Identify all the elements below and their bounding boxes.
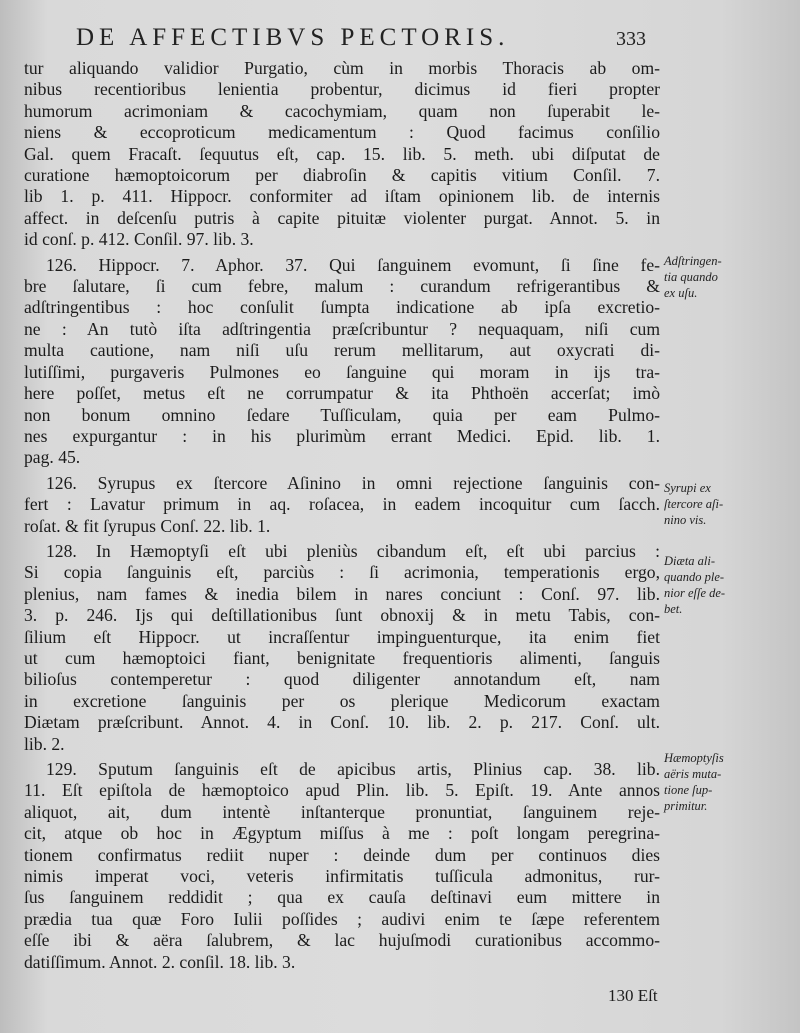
margin-note-line: nino vis. (664, 513, 707, 527)
text-line: 11. Eſt epiſtola de hæmoptoico apud Plin. lib. 5. Epiſt. 19. Ante annos (24, 780, 660, 801)
margin-note-line: Adſtringen- (664, 254, 722, 268)
text-line: ne : An tutò iſta adſtringentia præſcribuntur ? nequaquam, niſi cum (24, 318, 660, 339)
margin-note-line: aëris muta- (664, 767, 722, 781)
margin-note-line: Hæmoptyſis (664, 751, 724, 765)
text-line: lib 1. p. 411. Hippocr. conformiter ad iſtam opinionem lib. de internis (24, 186, 660, 207)
text-line: eſſe ibi & aëra ſalubrem, & lac hujuſmodi curationibus accommo- (24, 930, 660, 951)
text-line: fert : Lavatur primum in aq. roſacea, in eadem incoquitur cum ſacch. (24, 494, 660, 515)
text-line: nes expurgantur : in his plurimùm errant Medici. Epid. lib. 1. (24, 425, 660, 446)
text-line: aliquot, ait, dum intentè inſtanterque pronuntiat, ſanguinem reje- (24, 801, 660, 822)
text-line: curatione hæmoptoicorum per diabroſin & capitis vitium Conſil. 7. (24, 165, 660, 186)
text-line: ſilium eſt Hippocr. ut incraſſentur impinguenturque, ita enim fiet (24, 626, 660, 647)
margin-note-line: Diæta ali- (664, 554, 716, 568)
text-line: multa cautione, nam niſi uſu rerum mellitarum, aut oxycrati di- (24, 340, 660, 361)
margin-note-line: quando ple- (664, 570, 725, 584)
margin-note-line: Syrupi ex (664, 481, 711, 495)
text-line: Diætam præſcribunt. Annot. 4. in Conſ. 10. lib. 2. p. 217. Conſ. ult. (24, 712, 660, 733)
text-line: plenius, nam fames & inedia bilem in nares conciunt : Conſ. 97. lib. (24, 583, 660, 604)
body-text (24, 58, 660, 973)
text-line: niens & eccoproticum medicamentum : Quod facimus conſilio (24, 122, 660, 143)
text-line: 126. Hippocr. 7. Aphor. 37. Qui ſanguinem evomunt, ſi ſine fe- (46, 254, 660, 275)
text-line: bre ſalutare, ſi cum febre, malum : curandum refrigerantibus & (24, 276, 660, 297)
text-line: nimis imperat voci, veteris infirmitatis tuſſicula admonitus, rur- (24, 866, 660, 887)
margin-note (664, 750, 782, 814)
text-line: tur aliquando validior Purgatio, cùm in morbis Thoracis ab om- (24, 58, 660, 78)
text-line: 126. Syrupus ex ſtercore Aſinino in omni rejectione ſanguinis con- (46, 472, 660, 493)
page-number: 333 (616, 28, 646, 50)
text-line: affect. in deſcenſu putris à capite pituitæ violenter purgat. Annot. 5. in (24, 207, 660, 228)
margin-note-line: tione ſup- (664, 783, 713, 797)
text-line: here poſſet, metus eſt ne corrumpatur & ita Phthoën accerſat; imò (24, 383, 660, 404)
text-line: roſat. & fit ſyrupus Conſ. 22. lib. 1. (24, 515, 271, 536)
text-line: ut cum hæmoptoici fiant, benignitate frequentioris alimenti, ſanguis (24, 647, 660, 668)
text-line: cit, atque ob hoc in Ægyptum miſſus à me : poſt longam peregrina- (24, 823, 660, 844)
margin-note-line: ſtercore aſi- (664, 497, 724, 511)
text-line: tionem confirmatus rediit nuper : deinde dum per continuos dies (24, 844, 660, 865)
text-line: id conſ. p. 412. Conſil. 97. lib. 3. (24, 229, 254, 250)
text-line: adſtringentibus : hoc conſulit ſumpta indicatione ab ipſa excretio- (24, 297, 660, 318)
margin-note-line: bet. (664, 602, 683, 616)
text-line: non bonum omnino ſedare Tuſſiculam, quia per eam Pulmo- (24, 404, 660, 425)
margin-note-line: ex uſu. (664, 286, 698, 300)
margin-note-line: tia quando (664, 270, 718, 284)
text-line: pag. 45. (24, 447, 81, 468)
running-head: DE AFFECTIBVS PECTORIS. (76, 24, 510, 51)
text-line: prædia tua quæ Foro Iulii poſſides ; audivi enim te ſæpe referentem (24, 908, 660, 929)
margin-note-line: nior eſſe de- (664, 586, 726, 600)
text-line: lutiſſimi, purgaveris Pulmones eo ſanguine qui moram in ijs tra- (24, 361, 660, 382)
text-line: humorum acrimoniam & cacochymiam, quam non ſuperabit le- (24, 100, 660, 121)
text-line: lib. 2. (24, 733, 65, 754)
text-line: ſus ſanguinem reddidit ; qua ex cauſa deſtinavi eum mittere in (24, 887, 660, 908)
text-line: 3. p. 246. Ijs qui deſtillationibus ſunt obnoxij & in metu Tabis, con- (24, 605, 660, 626)
text-line: datiſſimum. Annot. 2. conſil. 18. lib. 3. (24, 951, 296, 972)
text-line: 128. In Hæmoptyſi eſt ubi pleniùs cibandum eſt, eſt ubi parcius : (46, 540, 660, 561)
text-line: in excretione ſanguinis per os plerique Medicorum exactam (24, 690, 660, 711)
margin-note (664, 480, 782, 528)
text-line: nibus recentioribus lenientia probentur, dicimus id fieri propter (24, 79, 660, 100)
text-line: Si copia ſanguinis eſt, parciùs : ſi acrimonia, temperationis ergo, (24, 562, 660, 583)
text-line: Gal. quem Fracaſt. ſequutus eſt, cap. 15. lib. 5. meth. ubi diſputat de (24, 143, 660, 164)
margin-note (664, 253, 782, 301)
margin-note-line: primitur. (664, 799, 708, 813)
text-line: 129. Sputum ſanguinis eſt de apicibus artis, Plinius cap. 38. lib. (46, 759, 660, 779)
text-line: bilioſus contemperetur : quod diligenter annotandum eſt, nam (24, 669, 660, 690)
margin-note (664, 553, 782, 617)
catchword: 130 Eſt (608, 986, 658, 1005)
